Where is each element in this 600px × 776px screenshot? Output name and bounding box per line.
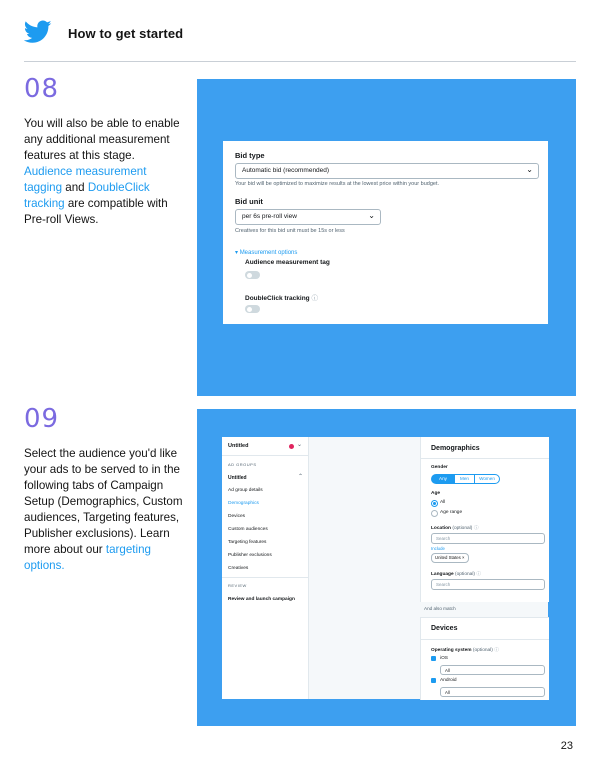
optional-text: (optional) <box>455 572 475 577</box>
header-title: How to get started <box>68 26 184 41</box>
select-value: All <box>445 689 450 695</box>
section-number-08: 08 <box>24 74 60 104</box>
age-all-radio[interactable] <box>431 500 438 507</box>
bid-type-help: Your bid will be optimized to maximize results at the lowest price within your budget. <box>235 181 440 187</box>
text-line: audiences, Targeting features, <box>24 511 180 524</box>
gender-men-button[interactable]: Men <box>454 474 475 484</box>
android-version-select[interactable] <box>440 687 545 697</box>
chevron-down-icon: ⌄ <box>368 211 375 220</box>
section-08-text <box>24 116 194 228</box>
page-number: 23 <box>560 740 573 752</box>
bid-type-select[interactable] <box>235 163 539 179</box>
error-dot-icon <box>289 444 294 449</box>
gender-any-button[interactable]: Any <box>431 474 455 484</box>
sidebar-item-custom-audiences[interactable]: Custom audiences <box>228 527 268 532</box>
ad-group-name[interactable]: Untitled <box>228 475 247 481</box>
section-number-09: 09 <box>24 404 60 434</box>
devices-card <box>420 617 549 700</box>
info-icon: ⓘ <box>311 295 318 302</box>
sidebar-item-demographics[interactable]: Demographics <box>228 501 259 506</box>
select-value: All <box>445 667 450 673</box>
ios-version-select[interactable] <box>440 665 545 675</box>
optional-text: (optional) <box>472 648 493 653</box>
text-fragment: and <box>62 181 88 194</box>
targeting-options-link[interactable]: options. <box>24 559 65 572</box>
demographics-card <box>420 437 549 602</box>
sidebar-item-targeting-features[interactable]: Targeting features <box>228 540 267 545</box>
campaign-name: Untitled <box>228 443 249 449</box>
bid-unit-value: per 6s pre-roll view <box>242 213 297 220</box>
text-fragment: are compatible with <box>64 197 168 210</box>
age-label: Age <box>431 491 441 496</box>
text-line: any additional measurement <box>24 133 170 146</box>
doubleclick-label <box>245 293 318 302</box>
location-text: Location <box>431 526 451 531</box>
text-line: You will also be able to enable <box>24 117 180 130</box>
bid-type-label: Bid type <box>235 151 265 160</box>
text-line: following tabs of Campaign <box>24 479 164 492</box>
bid-unit-select[interactable] <box>235 209 381 225</box>
text-line: your ads to be served to in the <box>24 463 180 476</box>
text-line: Publisher exclusions). Learn <box>24 527 170 540</box>
bird-icon <box>24 20 52 44</box>
language-label <box>431 570 481 577</box>
age-range-radio[interactable] <box>431 510 438 517</box>
location-chip[interactable] <box>431 553 469 563</box>
include-label: Include <box>431 546 445 551</box>
age-range-label: Age range <box>440 510 463 515</box>
info-icon: ⓘ <box>494 648 500 653</box>
divider <box>222 577 308 578</box>
gender-label: Gender <box>431 465 448 470</box>
placeholder: Search <box>436 536 451 541</box>
bid-settings-card <box>223 141 548 324</box>
demographics-title: Demographics <box>431 445 480 452</box>
text-line: features at this stage. <box>24 149 135 162</box>
review-launch-link[interactable]: Review and launch campaign <box>228 597 295 602</box>
optional-text: (optional) <box>452 526 473 531</box>
text-line: Pre-roll Views. <box>24 213 99 226</box>
bid-type-value: Automatic bid (recommended) <box>242 167 330 174</box>
ios-checkbox[interactable] <box>431 656 436 661</box>
doubleclick-link[interactable]: DoubleClick <box>87 181 150 194</box>
ad-groups-heading: AD GROUPS <box>228 462 257 467</box>
language-search-input[interactable] <box>431 579 545 590</box>
audience-measurement-link[interactable]: Audience measurement <box>24 165 147 178</box>
chip-label: United States <box>435 555 461 560</box>
review-heading: REVIEW <box>228 583 247 588</box>
text-fragment: more about our <box>24 543 106 556</box>
setup-sidebar <box>222 437 309 699</box>
caret-down-icon: ▾ <box>235 250 239 256</box>
os-text: Operating system <box>431 648 472 653</box>
android-checkbox[interactable] <box>431 678 436 683</box>
devices-title: Devices <box>431 625 458 632</box>
doubleclick-toggle[interactable] <box>245 305 260 313</box>
section-09-text <box>24 446 194 574</box>
location-label <box>431 524 479 531</box>
android-label: Android <box>440 678 457 683</box>
sidebar-item-creatives[interactable]: Creatives <box>228 566 249 571</box>
info-icon: ⓘ <box>476 572 482 577</box>
audience-tag-label: Audience measurement tag <box>245 259 330 266</box>
age-all-label: All <box>440 500 446 505</box>
sidebar-item-ad-group-details[interactable]: Ad group details <box>228 488 263 493</box>
chevron-up-icon[interactable]: ⌃ <box>298 474 304 480</box>
gender-women-button[interactable]: Women <box>474 474 500 484</box>
bid-unit-help: Creatives for this bid unit must be 15s or less <box>235 228 345 234</box>
divider <box>421 458 549 459</box>
close-icon[interactable]: × <box>462 555 465 560</box>
campaign-setup-window <box>222 437 548 699</box>
os-label <box>431 646 499 653</box>
doubleclick-tracking-link[interactable]: tracking <box>24 197 65 210</box>
audience-tag-toggle[interactable] <box>245 271 260 279</box>
measurement-options-toggle[interactable] <box>235 249 297 256</box>
location-search-input[interactable] <box>431 533 545 544</box>
text-line: Setup (Demographics, Custom <box>24 495 183 508</box>
chevron-down-icon[interactable]: ⌄ <box>297 442 303 448</box>
text-line: Select the audience you'd like <box>24 447 178 460</box>
sidebar-item-devices[interactable]: Devices <box>228 514 246 519</box>
also-match-label: And also match <box>424 606 456 611</box>
divider <box>222 455 308 456</box>
bid-unit-label: Bid unit <box>235 197 263 206</box>
info-icon: ⓘ <box>473 526 479 531</box>
sidebar-item-publisher-exclusions[interactable]: Publisher exclusions <box>228 553 272 558</box>
targeting-link[interactable]: targeting <box>105 543 151 556</box>
chevron-down-icon: ⌄ <box>526 165 533 174</box>
placeholder: Search <box>436 582 451 587</box>
header-divider <box>24 61 576 62</box>
divider <box>421 639 549 640</box>
measurement-options-label: Measurement options <box>239 250 298 256</box>
language-text: Language <box>431 572 454 577</box>
doubleclick-text: DoubleClick tracking <box>245 295 310 302</box>
audience-tagging-link[interactable]: tagging <box>24 181 63 194</box>
ios-label: iOS <box>440 656 448 661</box>
